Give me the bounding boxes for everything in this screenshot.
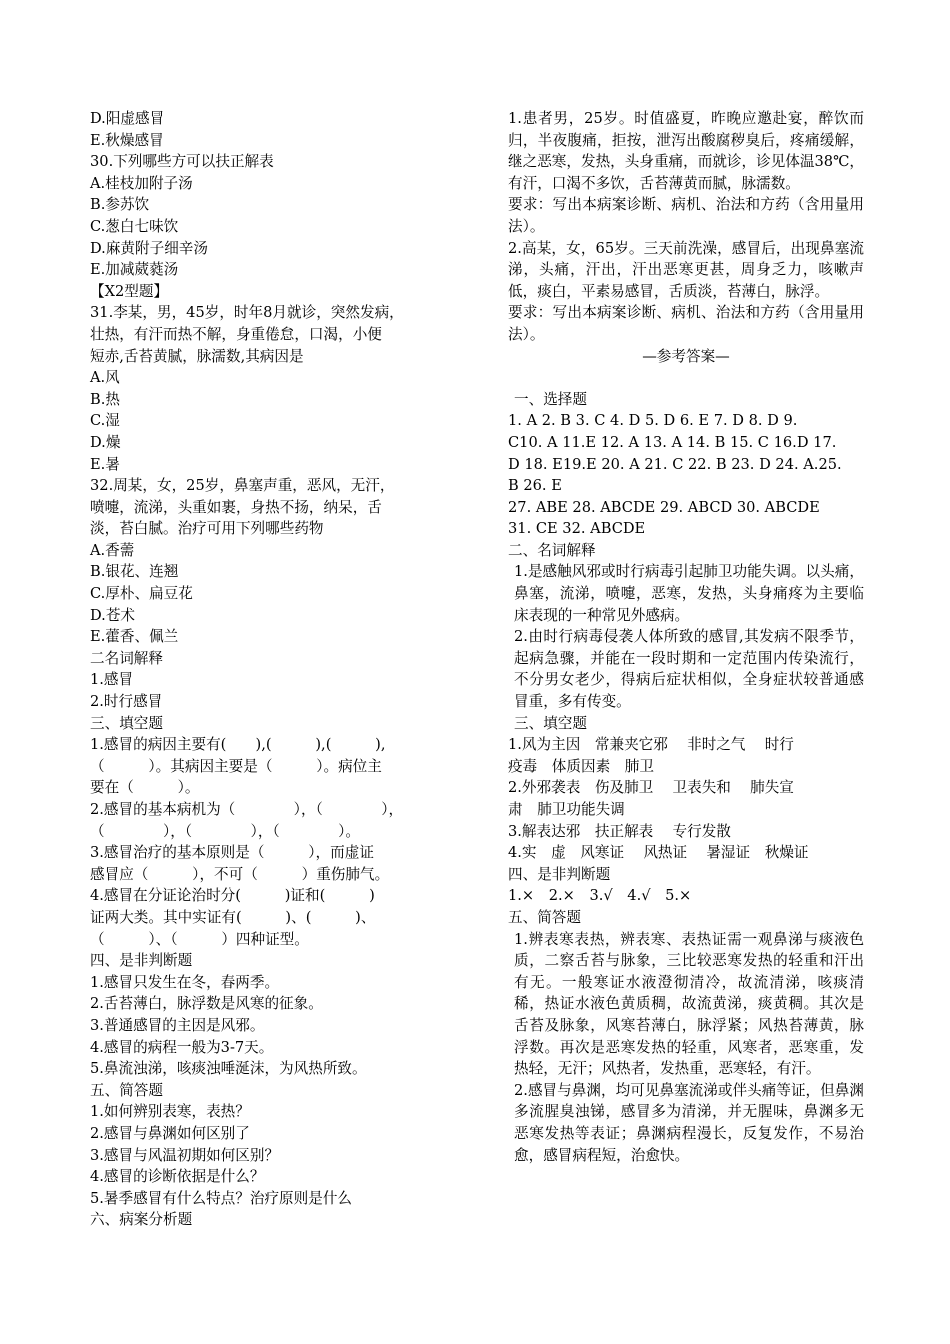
- case-1-text: 1.患者男，25岁。时值盛夏，昨晚应邀赴宴，醉饮而归，半夜腹痛，拒按，泄泻出酸腐秽臭后，疼痛缓解，继之恶寒，发热，头身重痛，而就诊，诊见体温38℃，有汗，口渴不多饮，舌苔薄黄而腻，脉濡数。: [508, 110, 864, 192]
- answer-line: 肃 肺卫功能失调: [508, 801, 625, 818]
- question-line: 1.感冒只发生在冬，春两季。: [90, 973, 280, 991]
- fill-answers: [508, 734, 864, 864]
- question-line: 5.鼻流浊涕，咳痰浊唾涎沫，为风热所致。: [90, 1060, 367, 1078]
- question-line: 30.下列哪些方可以扶正解表: [90, 153, 274, 171]
- question-line: 4.感冒的诊断依据是什么？: [90, 1168, 265, 1186]
- question-line: E.暑: [90, 455, 120, 473]
- section-2-title: 二、名词解释: [508, 541, 596, 559]
- question-line: D.燥: [90, 433, 121, 451]
- question-line: （ ），（ ），（ ）。: [90, 822, 360, 840]
- question-line: 要在（ ）。: [90, 779, 200, 797]
- question-line: 五、简答题: [90, 1081, 163, 1099]
- question-line: B.参苏饮: [90, 196, 150, 214]
- question-line: 四、是非判断题: [90, 952, 193, 970]
- answers-title: —参考答案—: [642, 347, 730, 365]
- question-line: D.阳虚感冒: [90, 110, 165, 127]
- answer-line: 1. A 2. B 3. C 4. D 5. D 6. E 7. D 8. D 9.: [508, 412, 798, 430]
- question-line: 喷嚏，流涕，头重如裹，身热不扬，纳呆，舌: [90, 498, 382, 516]
- question-line: 2.舌苔薄白，脉浮数是风寒的征象。: [90, 995, 323, 1013]
- question-line: 感冒应（ ），不可（ ）重伤肺气。: [90, 865, 390, 883]
- question-line: 3.感冒与风温初期如何区别？: [90, 1146, 280, 1164]
- question-line: 三、填空题: [90, 714, 163, 732]
- answer-line: 疫毒 体质因素 肺卫: [508, 757, 654, 775]
- answer-line: 3.解表达邪 扶正解表 专行发散: [508, 822, 731, 840]
- question-line: 2.感冒的基本病机为（ ），（ ），: [90, 801, 404, 818]
- question-line: 壮热，有汗而热不解，身重倦怠，口渴，小便: [90, 325, 382, 343]
- case-2-text: 2.高某，女，65岁。三天前洗澡，感冒后，出现鼻塞流涕，头痛，汗出，汗出恶寒更甚，周身乏力，咳嗽声低，痰白，平素易感冒，舌质淡，苔薄白，脉浮。: [508, 239, 864, 300]
- answer-line: D 18. E19.E 20. A 21. C 22. B 23. D 24. A.25.: [508, 455, 842, 473]
- left-column: [90, 108, 430, 1231]
- question-line: A.风: [90, 369, 120, 387]
- section-4-title: 四、是非判断题: [508, 865, 611, 883]
- right-column: [508, 108, 864, 1166]
- question-line: （ ）、（ ）四种证型。: [90, 930, 309, 948]
- question-line: B.银花、连翘: [90, 563, 179, 581]
- question-line: E.秋燥感冒: [90, 131, 164, 149]
- question-line: 1.感冒的病因主要有( ),( ),( ),: [90, 736, 386, 754]
- question-line: D.苍术: [90, 606, 136, 624]
- question-line: 31.李某，男，45岁，时年8月就诊，突然发病，: [90, 304, 404, 322]
- question-line: 二名词解释: [90, 649, 163, 667]
- answer-line: C10. A 11.E 12. A 13. A 14. B 15. C 16.D 17.: [508, 433, 837, 451]
- short-answer-1: 1.辨表寒表热，辨表寒、表热证需一观鼻涕与痰液色质，二察舌苔与脉象，三比较恶寒发热的轻重和汗出有无。一般寒证水液澄彻清冷，故流清涕，咳痰清稀，热证水液色黄质稠，故流黄涕，痰黄稠。其次是舌苔及脉象，风寒苔薄白，脉浮紧；风热苔薄黄，脉浮数。再次是恶寒发热的轻重，风寒者，恶寒重，发热轻，无汗；风热者，发热重，恶寒轻，有汗。: [514, 930, 864, 1078]
- answer-line: 31. CE 32. ABCDE: [508, 520, 646, 538]
- choice-answers: [508, 410, 864, 540]
- definition-2: 2.由时行病毒侵袭人体所致的感冒,其发病不限季节，起病急骤，并能在一段时期和一定范围内传染流行，不分男女老少，得病后症状相似，全身症状较普通感冒重，多有传变。: [514, 628, 864, 711]
- true-false-answers: 1.× 2.× 3.√ 4.√ 5.×: [508, 887, 692, 905]
- question-line: E.藿香、佩兰: [90, 628, 179, 646]
- question-line: 32.周某，女，25岁，鼻塞声重，恶风，无汗，: [90, 477, 395, 495]
- question-line: 3.普通感冒的主因是风邪。: [90, 1016, 265, 1034]
- question-line: 2.时行感冒: [90, 693, 163, 711]
- question-line: 1.感冒: [90, 671, 134, 689]
- question-line: 2.感冒与鼻渊如何区别了: [90, 1124, 250, 1142]
- question-line: 1.如何辨别表寒，表热？: [90, 1103, 250, 1121]
- answer-line: B 26. E: [508, 477, 562, 495]
- question-line: A.桂枝加附子汤: [90, 174, 193, 192]
- question-line: 【X2型题】: [90, 282, 169, 300]
- question-line: 3.感冒治疗的基本原则是（ ），而虚证: [90, 844, 374, 862]
- question-line: 4.感冒的病程一般为3-7天。: [90, 1038, 274, 1056]
- question-line: E.加减葳蕤汤: [90, 261, 179, 279]
- question-line: 短赤,舌苔黄腻，脉濡数,其病因是: [90, 347, 304, 365]
- question-line: 淡，苔白腻。治疗可用下列哪些药物: [90, 520, 324, 538]
- question-line: C.厚朴、扁豆花: [90, 585, 193, 603]
- case-1-requirement: 要求：写出本病案诊断、病机、治法和方药（含用量用法）。: [508, 196, 864, 235]
- answer-line: 27. ABE 28. ABCDE 29. ABCD 30. ABCDE: [508, 498, 820, 516]
- question-line: （ ）。其病因主要是（ ）。病位主: [90, 757, 382, 775]
- section-5-title: 五、简答题: [508, 908, 581, 926]
- question-line: 证两大类。其中实证有( )、( )、: [90, 908, 376, 926]
- answer-line: 4.实 虚 风寒证 风热证 暑湿证 秋燥证: [508, 844, 809, 862]
- case-2-requirement: 要求：写出本病案诊断、病机、治法和方药（含用量用法）。: [508, 304, 864, 343]
- question-line: 4.感冒在分证论治时分( )证和( ): [90, 887, 375, 905]
- question-line: B.热: [90, 390, 120, 408]
- answer-line: 1.风为主因 常兼夹它邪 非时之气 时行: [508, 736, 794, 754]
- question-line: 六、病案分析题: [90, 1211, 193, 1229]
- section-3-title: 三、填空题: [514, 714, 587, 732]
- short-answer-2: 2.感冒与鼻渊，均可见鼻塞流涕或伴头痛等证，但鼻渊多流腥臭浊锑，感冒多为清涕，并无腥味，鼻渊多无恶寒发热等表证；鼻渊病程漫长，反复发作，不易治愈，感冒病程短，治愈快。: [514, 1081, 864, 1164]
- answer-line: 2.外邪袭表 伤及肺卫 卫表失和 肺失宣: [508, 779, 794, 797]
- question-line: C.湿: [90, 412, 120, 430]
- section-1-title: 一、选择题: [514, 390, 587, 408]
- question-line: A.香薷: [90, 541, 135, 559]
- question-line: 5.暑季感冒有什么特点？治疗原则是什么: [90, 1189, 353, 1207]
- question-line: C.葱白七味饮: [90, 217, 179, 235]
- definition-1: 1.是感触风邪或时行病毒引起肺卫功能失调。以头痛，鼻塞，流涕，喷嚏，恶寒，发热，头身痛疼为主要临床表现的一种常见外感病。: [514, 563, 864, 624]
- question-line: D.麻黄附子细辛汤: [90, 239, 208, 257]
